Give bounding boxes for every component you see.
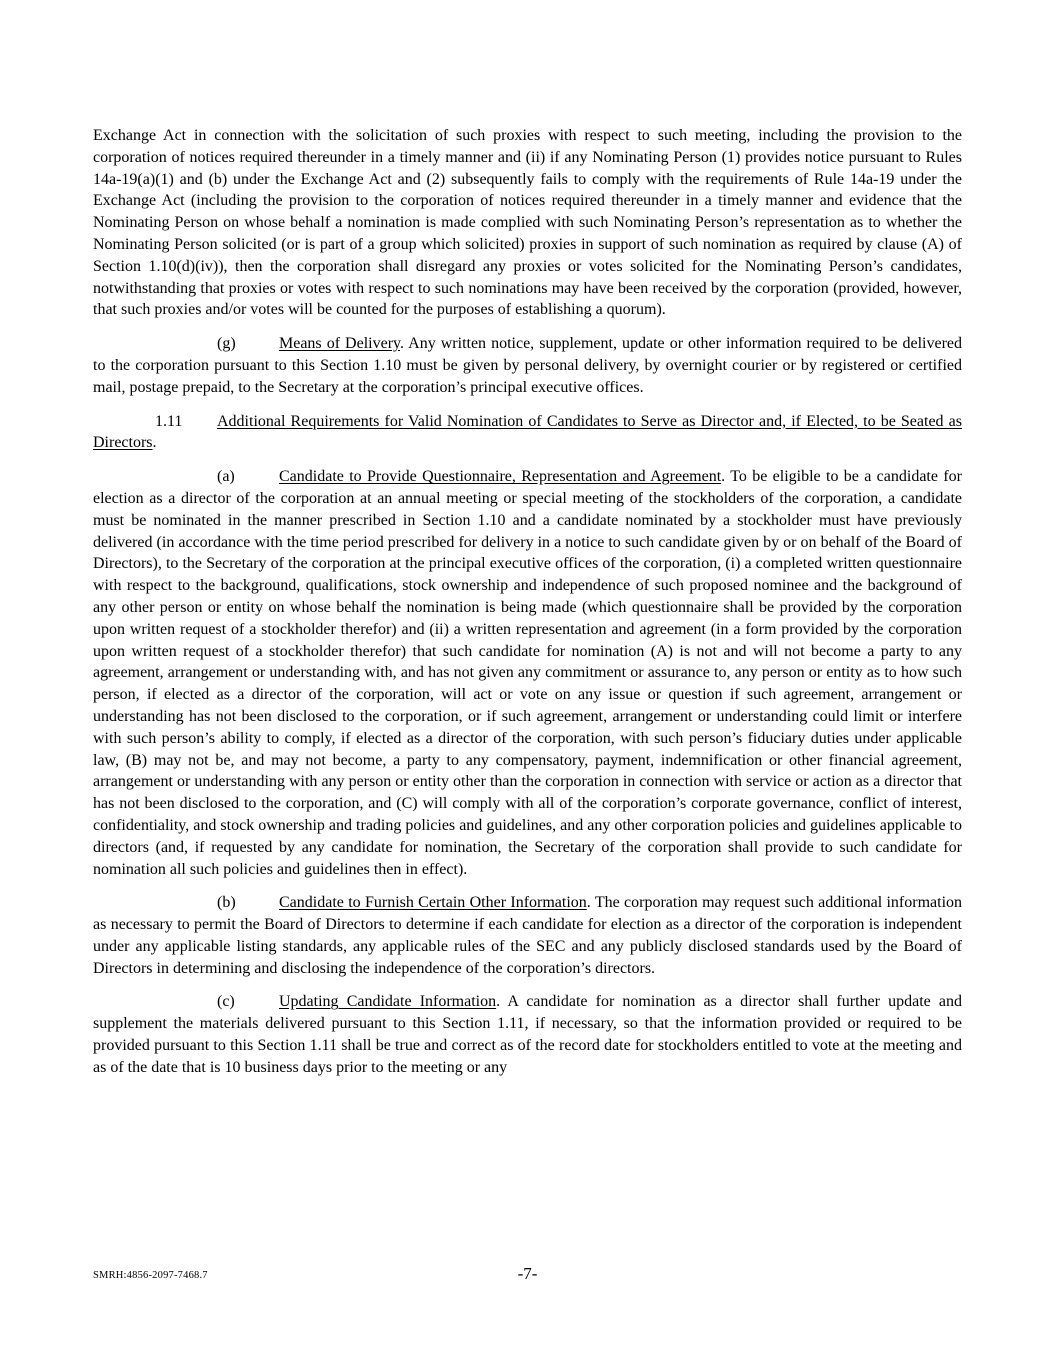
paragraph-c-heading: Updating Candidate Information — [279, 993, 497, 1011]
paragraph-b-text: . The corporation may request such additional information as necessary to permit the Board of Directors to determine if each candidate for election as a director of the corporation is independent under any applicable listing standards, any applicable rules of the SEC and any publicly disclosed standards used by the Board of Directors in determining and disclosing the independence of the corporation’s directors. — [93, 894, 963, 977]
section-1-11-period: . — [152, 434, 157, 452]
paragraph-a-text: . To be eligible to be a candidate for election as a director of the corporation at an annual meeting or special meeting of the stockholders of the corporation, a candidate must be nominated in the manner prescribed in Section 1.10 and a candidate nominated by a stockholder must have previously delivered (in accordance with the time period prescribed for delivery in a notice to such candidate given by or on behalf of the Board of Directors), to the Secretary of the corporation at the principal executive offices of the corporation, (i) a completed written questionnaire with respect to the background, qualifications, stock ownership and independence of such proposed nominee and the background of any other person or entity on whose behalf the nomination is being made (which questionnaire shall be provided by the corporation upon written request of a stockholder therefor) and (ii) a written representation and agreement (in a form provided by the corporation upon written request of a stockholder therefor) that such candidate for nomination (A) is not and will not become a party to any agreement, arrangement or understanding with, and has not given any commitment or assurance to, any person or entity as to how such person, if elected as a director of the corporation, will act or vote on any issue or question if such agreement, arrangement or understanding has not been disclosed to the corporation, or if such agreement, arrangement or understanding could limit or interfere with such person’s ability to comply, if elected as a director of the corporation, with such person’s fiduciary duties under applicable law, (B) may not be, and may not become, a party to any compensatory, payment, indemnification or other financial agreement, arrangement or understanding with any person or entity other than the corporation in connection with service or action as a director that has not been disclosed to the corporation, and (C) will comply with all of the corporation’s corporate governance, conflict of interest, confidentiality, and stock ownership and trading policies and guidelines, and any other corporation policies and guidelines applicable to directors (and, if requested by any candidate for nomination, the Secretary of the corporation shall provide to such candidate for nomination all such policies and guidelines then in effect). — [93, 468, 962, 878]
paragraph-g-number: (g) — [217, 335, 236, 353]
document-body — [93, 125, 962, 1091]
paragraph-g — [93, 333, 962, 398]
paragraph-g-heading: Means of Delivery — [279, 335, 400, 353]
paragraph-a — [93, 466, 962, 880]
paragraph-continuation: Exchange Act in connection with the solicitation of such proxies with respect to such meeting, including the provision to the corporation of notices required thereunder in a timely manner and (ii) if any Nominating Person (1) provides notice pursuant to Rules 14a-19(a)(1) and (b) under the Exchange Act and (2) subsequently fails to comply with the requirements of Rule 14a-19 under the Exchange Act (including the provision to the corporation of notices required thereunder in a timely manner and evidence that the Nominating Person on whose behalf a nomination is made complied with such Nominating Person’s representation as to whether the Nominating Person solicited (or is part of a group which solicited) proxies in support of such nomination as required by clause (A) of Section 1.10(d)(iv)), then the corporation shall disregard any proxies or votes solicited for the Nominating Person’s candidates, notwithstanding that proxies or votes with respect to such nominations may have been received by the corporation (provided, however, that such proxies and/or votes will be counted for the purposes of establishing a quorum). — [93, 127, 962, 319]
paragraph-c-text: . A candidate for nomination as a director shall further update and supplement the materials delivered pursuant to this Section 1.11, if necessary, so that the information provided or required to be provided pursuant to this Section 1.11 shall be true and correct as of the record date for stockholders entitled to vote at the meeting and as of the date that is 10 business days prior to the meeting or any — [93, 993, 962, 1076]
paragraph-g-text: . Any written notice, supplement, update or other information required to be delivered to the corporation pursuant to this Section 1.10 must be given by personal delivery, by overnight courier or by registered or certified mail, postage prepaid, to the Secretary at the corporation’s principal executive offices. — [93, 335, 963, 396]
footer-document-id: SMRH:4856-2097-7468.7 — [93, 1270, 208, 1281]
paragraph-a-heading: Candidate to Provide Questionnaire, Representation and Agreement — [279, 468, 722, 486]
paragraph-b-number: (b) — [217, 894, 236, 912]
paragraph-b — [93, 892, 962, 979]
section-1-11-number: 1.11 — [155, 412, 183, 430]
paragraph-a-number: (a) — [217, 468, 235, 486]
paragraph-c — [93, 991, 962, 1078]
section-1-11-title: Additional Requirements for Valid Nomination of Candidates to Serve as Director and, if Elected, to be Seated as Directors — [93, 412, 962, 452]
paragraph-c-number: (c) — [217, 993, 235, 1011]
section-1-11-heading — [93, 411, 962, 455]
paragraph-b-heading: Candidate to Furnish Certain Other Information — [279, 894, 587, 912]
footer-page-number: -7- — [517, 1264, 538, 1283]
